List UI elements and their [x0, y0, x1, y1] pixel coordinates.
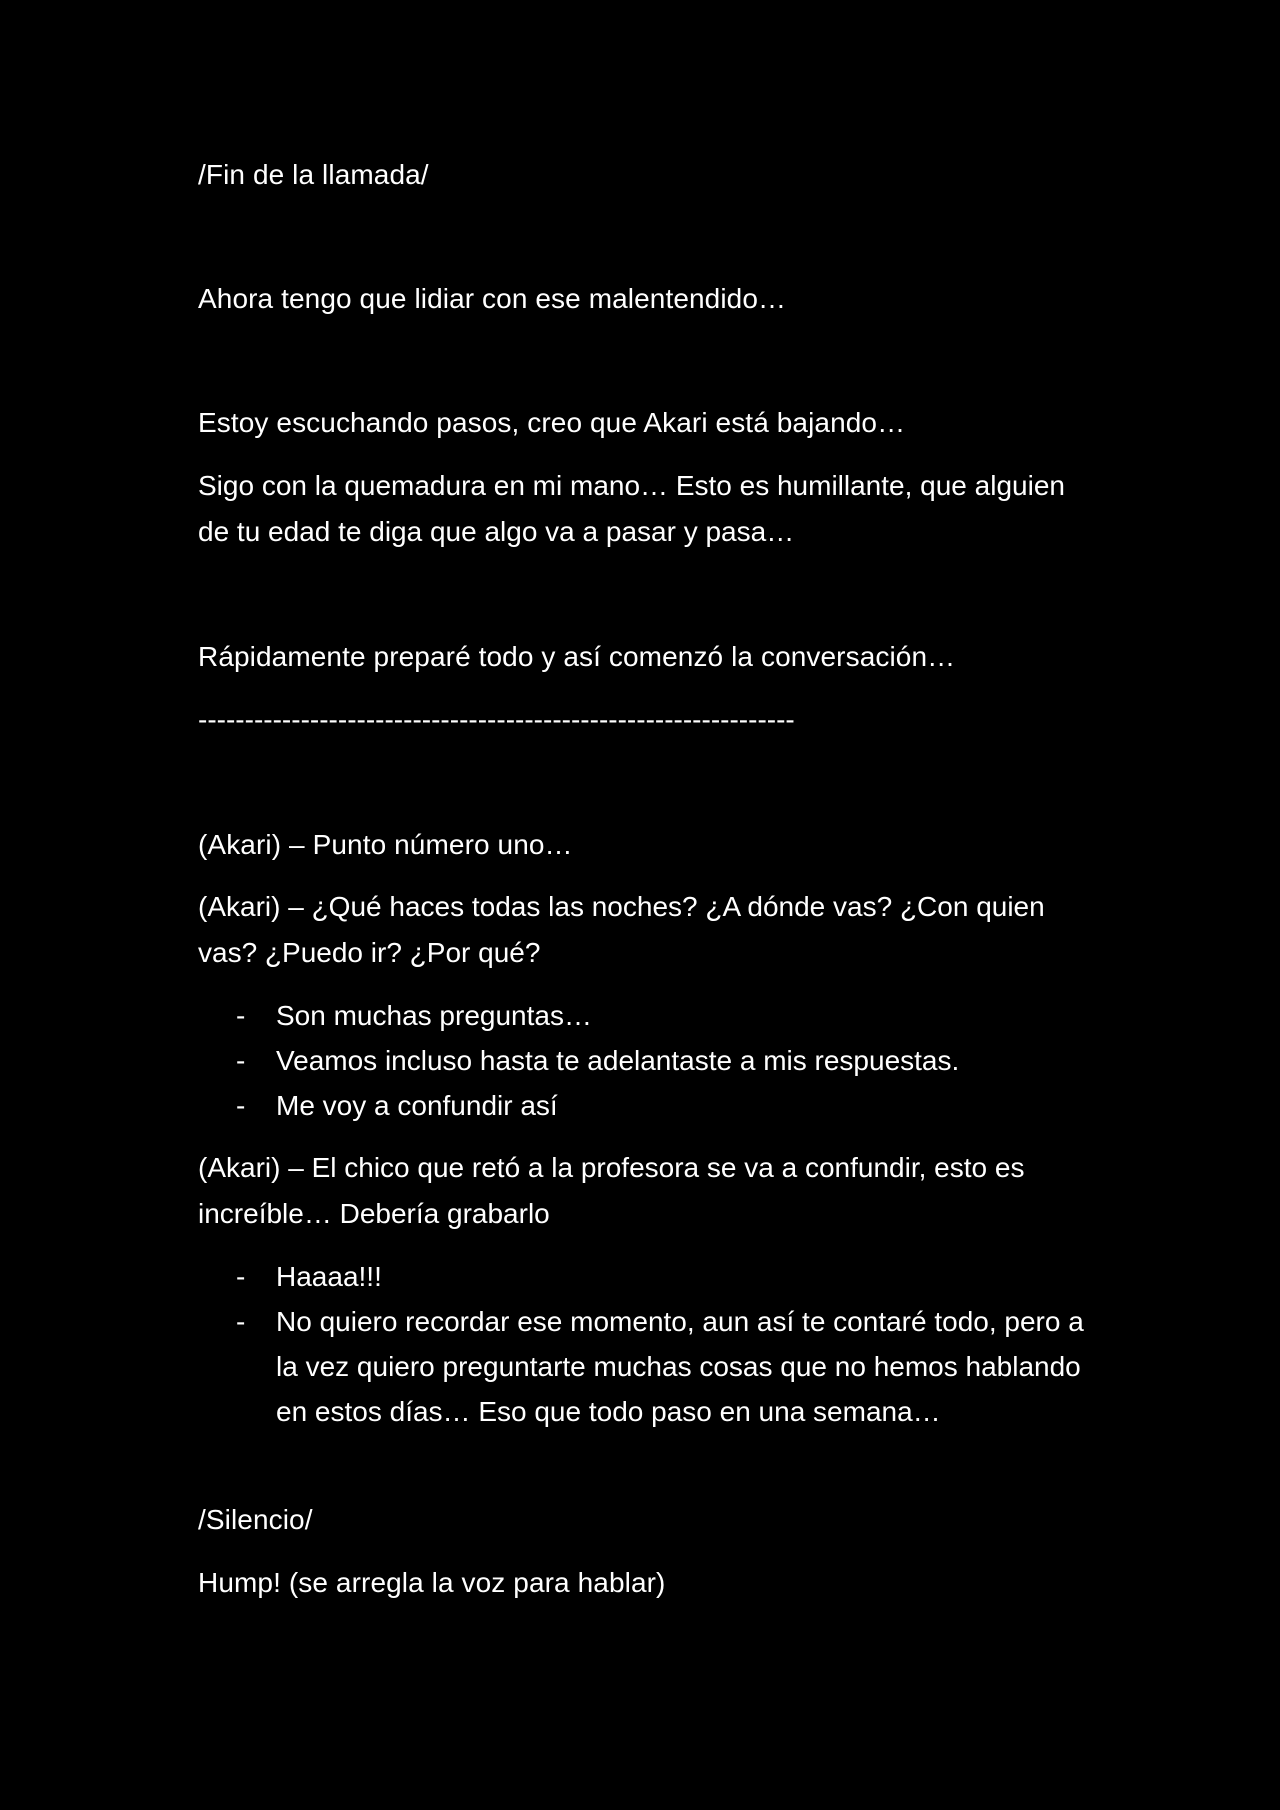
paragraph-akari-point-one: (Akari) – Punto número uno… — [198, 829, 573, 860]
bullet-marker: - — [236, 1045, 246, 1076]
bullet-marker: - — [236, 1090, 246, 1121]
paragraph-akari-confused: (Akari) – El chico que retó a la profesora se va a confundir, esto es increíble… Debería grabarlo — [198, 1152, 1025, 1229]
paragraph-misunderstanding: Ahora tengo que lidiar con ese malentendido… — [198, 283, 787, 314]
paragraph-call-end: /Fin de la llamada/ — [198, 159, 429, 190]
list-item: Me voy a confundir así — [276, 1090, 558, 1121]
paragraph-conversation-start: Rápidamente preparé todo y así comenzó la conversación… — [198, 641, 956, 672]
bullet-marker: - — [236, 1306, 246, 1337]
paragraph-akari-questions: (Akari) – ¿Qué haces todas las noches? ¿A dónde vas? ¿Con quien vas? ¿Puedo ir? ¿Por qué? — [198, 891, 1045, 968]
list-item: No quiero recordar ese momento, aun así te contaré todo, pero a la vez quiero preguntarte muchas cosas que no hemos hablando en estos días… Eso que todo paso en una semana… — [276, 1306, 1084, 1427]
list-item: Son muchas preguntas… — [276, 1000, 592, 1031]
paragraph-burn: Sigo con la quemadura en mi mano… Esto es humillante, que alguien de tu edad te diga que algo va a pasar y pasa… — [198, 470, 1065, 547]
list-item: Haaaa!!! — [276, 1261, 382, 1292]
bullet-marker: - — [236, 1261, 246, 1292]
separator-line: ---------------------------------------------------------------- — [198, 704, 795, 735]
list-item: Veamos incluso hasta te adelantaste a mis respuestas. — [276, 1045, 960, 1076]
bullet-marker: - — [236, 1000, 246, 1031]
paragraph-footsteps: Estoy escuchando pasos, creo que Akari está bajando… — [198, 407, 906, 438]
paragraph-silence: /Silencio/ — [198, 1504, 313, 1535]
paragraph-hump: Hump! (se arregla la voz para hablar) — [198, 1567, 666, 1598]
